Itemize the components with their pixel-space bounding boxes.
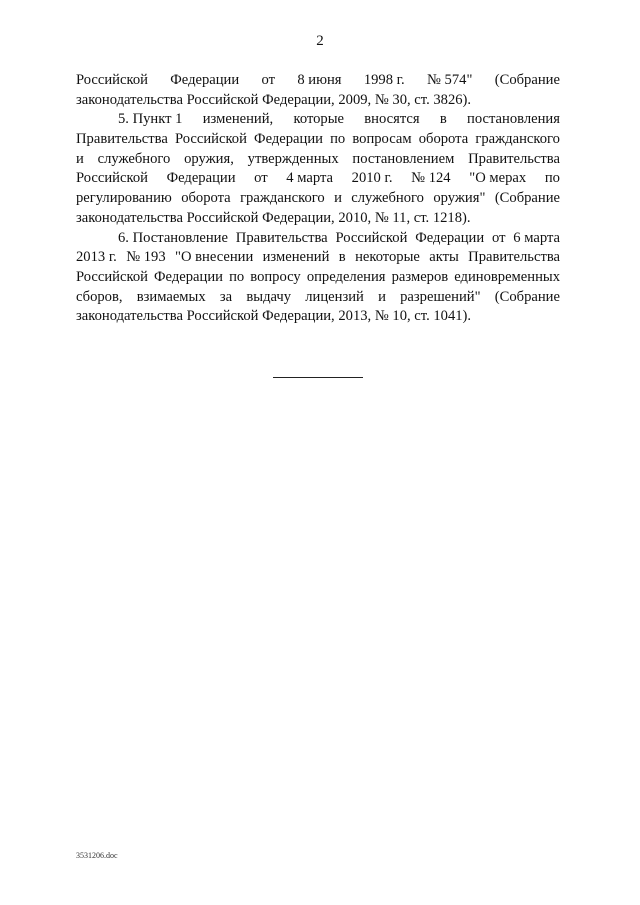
word: от (254, 170, 268, 187)
text-line: законодательства Российской Федерации, 2009, № 30, ст. 3826). (76, 91, 472, 108)
word: постановления (467, 111, 560, 128)
word: Правительства (468, 150, 560, 167)
word: 6 марта (513, 229, 560, 246)
word: сборов, (76, 288, 123, 305)
word: по (544, 170, 560, 187)
word: оружия" (433, 190, 486, 207)
word: 2013 г. (76, 249, 117, 266)
word: которые (293, 111, 344, 128)
word: Федерации (254, 131, 323, 148)
word: и (334, 190, 342, 207)
page-number: 2 (316, 33, 324, 49)
word: регулированию (76, 190, 172, 207)
text-line: законодательства Российской Федерации, 2013, № 10, ст. 1041). (76, 308, 472, 325)
word: изменений, (202, 111, 274, 128)
word: (Собрание (494, 288, 560, 305)
word: разрешений" (400, 288, 481, 305)
word: № 124 (411, 170, 451, 187)
word: № 193 (126, 249, 166, 266)
word: 2010 г. (351, 170, 393, 187)
text-line: законодательства Российской Федерации, 2010, № 11, ст. 1218). (76, 209, 471, 226)
word: 6. Постановление (118, 229, 228, 246)
word: Российской (76, 72, 148, 88)
word: взимаемых (136, 288, 206, 305)
document-file-id: 3531206.doc (76, 851, 118, 860)
word: постановлением (352, 150, 455, 167)
word: Федерации (170, 72, 240, 88)
word: служебного (351, 190, 424, 207)
text-line (76, 248, 560, 268)
word: Российской (174, 131, 247, 148)
paragraph-6-start (76, 229, 560, 249)
word: лицензий (305, 288, 364, 305)
word: (Собрание (494, 72, 560, 88)
word: изменений (262, 249, 330, 266)
word: оборота (418, 131, 469, 148)
word: Федерации (154, 268, 223, 285)
word: Российской (76, 268, 148, 285)
word: Правительства (76, 131, 168, 148)
word: Федерации (415, 229, 485, 246)
word: 8 июня (297, 72, 342, 88)
word: вопросу (250, 268, 301, 285)
word: размеров (391, 268, 449, 285)
word: от (491, 229, 506, 246)
word: 5. Пункт 1 (118, 111, 183, 128)
text-line (76, 268, 560, 288)
word: служебного (97, 150, 171, 167)
word: по (330, 131, 346, 148)
word: вносятся (364, 111, 420, 128)
text-line (76, 71, 560, 91)
word: акты (429, 249, 459, 266)
word: Правительства (235, 229, 328, 246)
word: 4 марта (286, 170, 333, 187)
text-line (76, 288, 560, 308)
word: по (229, 268, 245, 285)
word: гражданского (240, 190, 325, 207)
text-line (76, 150, 560, 170)
word: некоторые (355, 249, 420, 266)
text-line (76, 169, 560, 189)
word: единовременных (454, 268, 560, 285)
word: вопросам (352, 131, 412, 148)
word: оборота (181, 190, 231, 207)
word: Российской (76, 170, 148, 187)
word: определения (306, 268, 386, 285)
word: за (219, 288, 233, 305)
word: утвержденных (247, 150, 339, 167)
paragraph-5-start (76, 110, 560, 130)
word: "О мерах (469, 170, 527, 187)
word: "О внесении (175, 249, 254, 266)
word: Российской (335, 229, 408, 246)
word: № 574" (426, 72, 473, 88)
word: и (76, 150, 84, 167)
end-separator-line (273, 377, 363, 378)
word: 1998 г. (363, 72, 405, 88)
word: Федерации (166, 170, 236, 187)
text-line (76, 189, 560, 209)
word: оружия, (184, 150, 234, 167)
word: в (439, 111, 447, 128)
word: выдачу (246, 288, 292, 305)
document-body (76, 71, 560, 327)
word: в (338, 249, 346, 266)
word: и (378, 288, 386, 305)
text-line (76, 130, 560, 150)
word: гражданского (475, 131, 560, 148)
word: от (261, 72, 275, 88)
word: Правительства (468, 249, 560, 266)
word: (Собрание (494, 190, 560, 207)
